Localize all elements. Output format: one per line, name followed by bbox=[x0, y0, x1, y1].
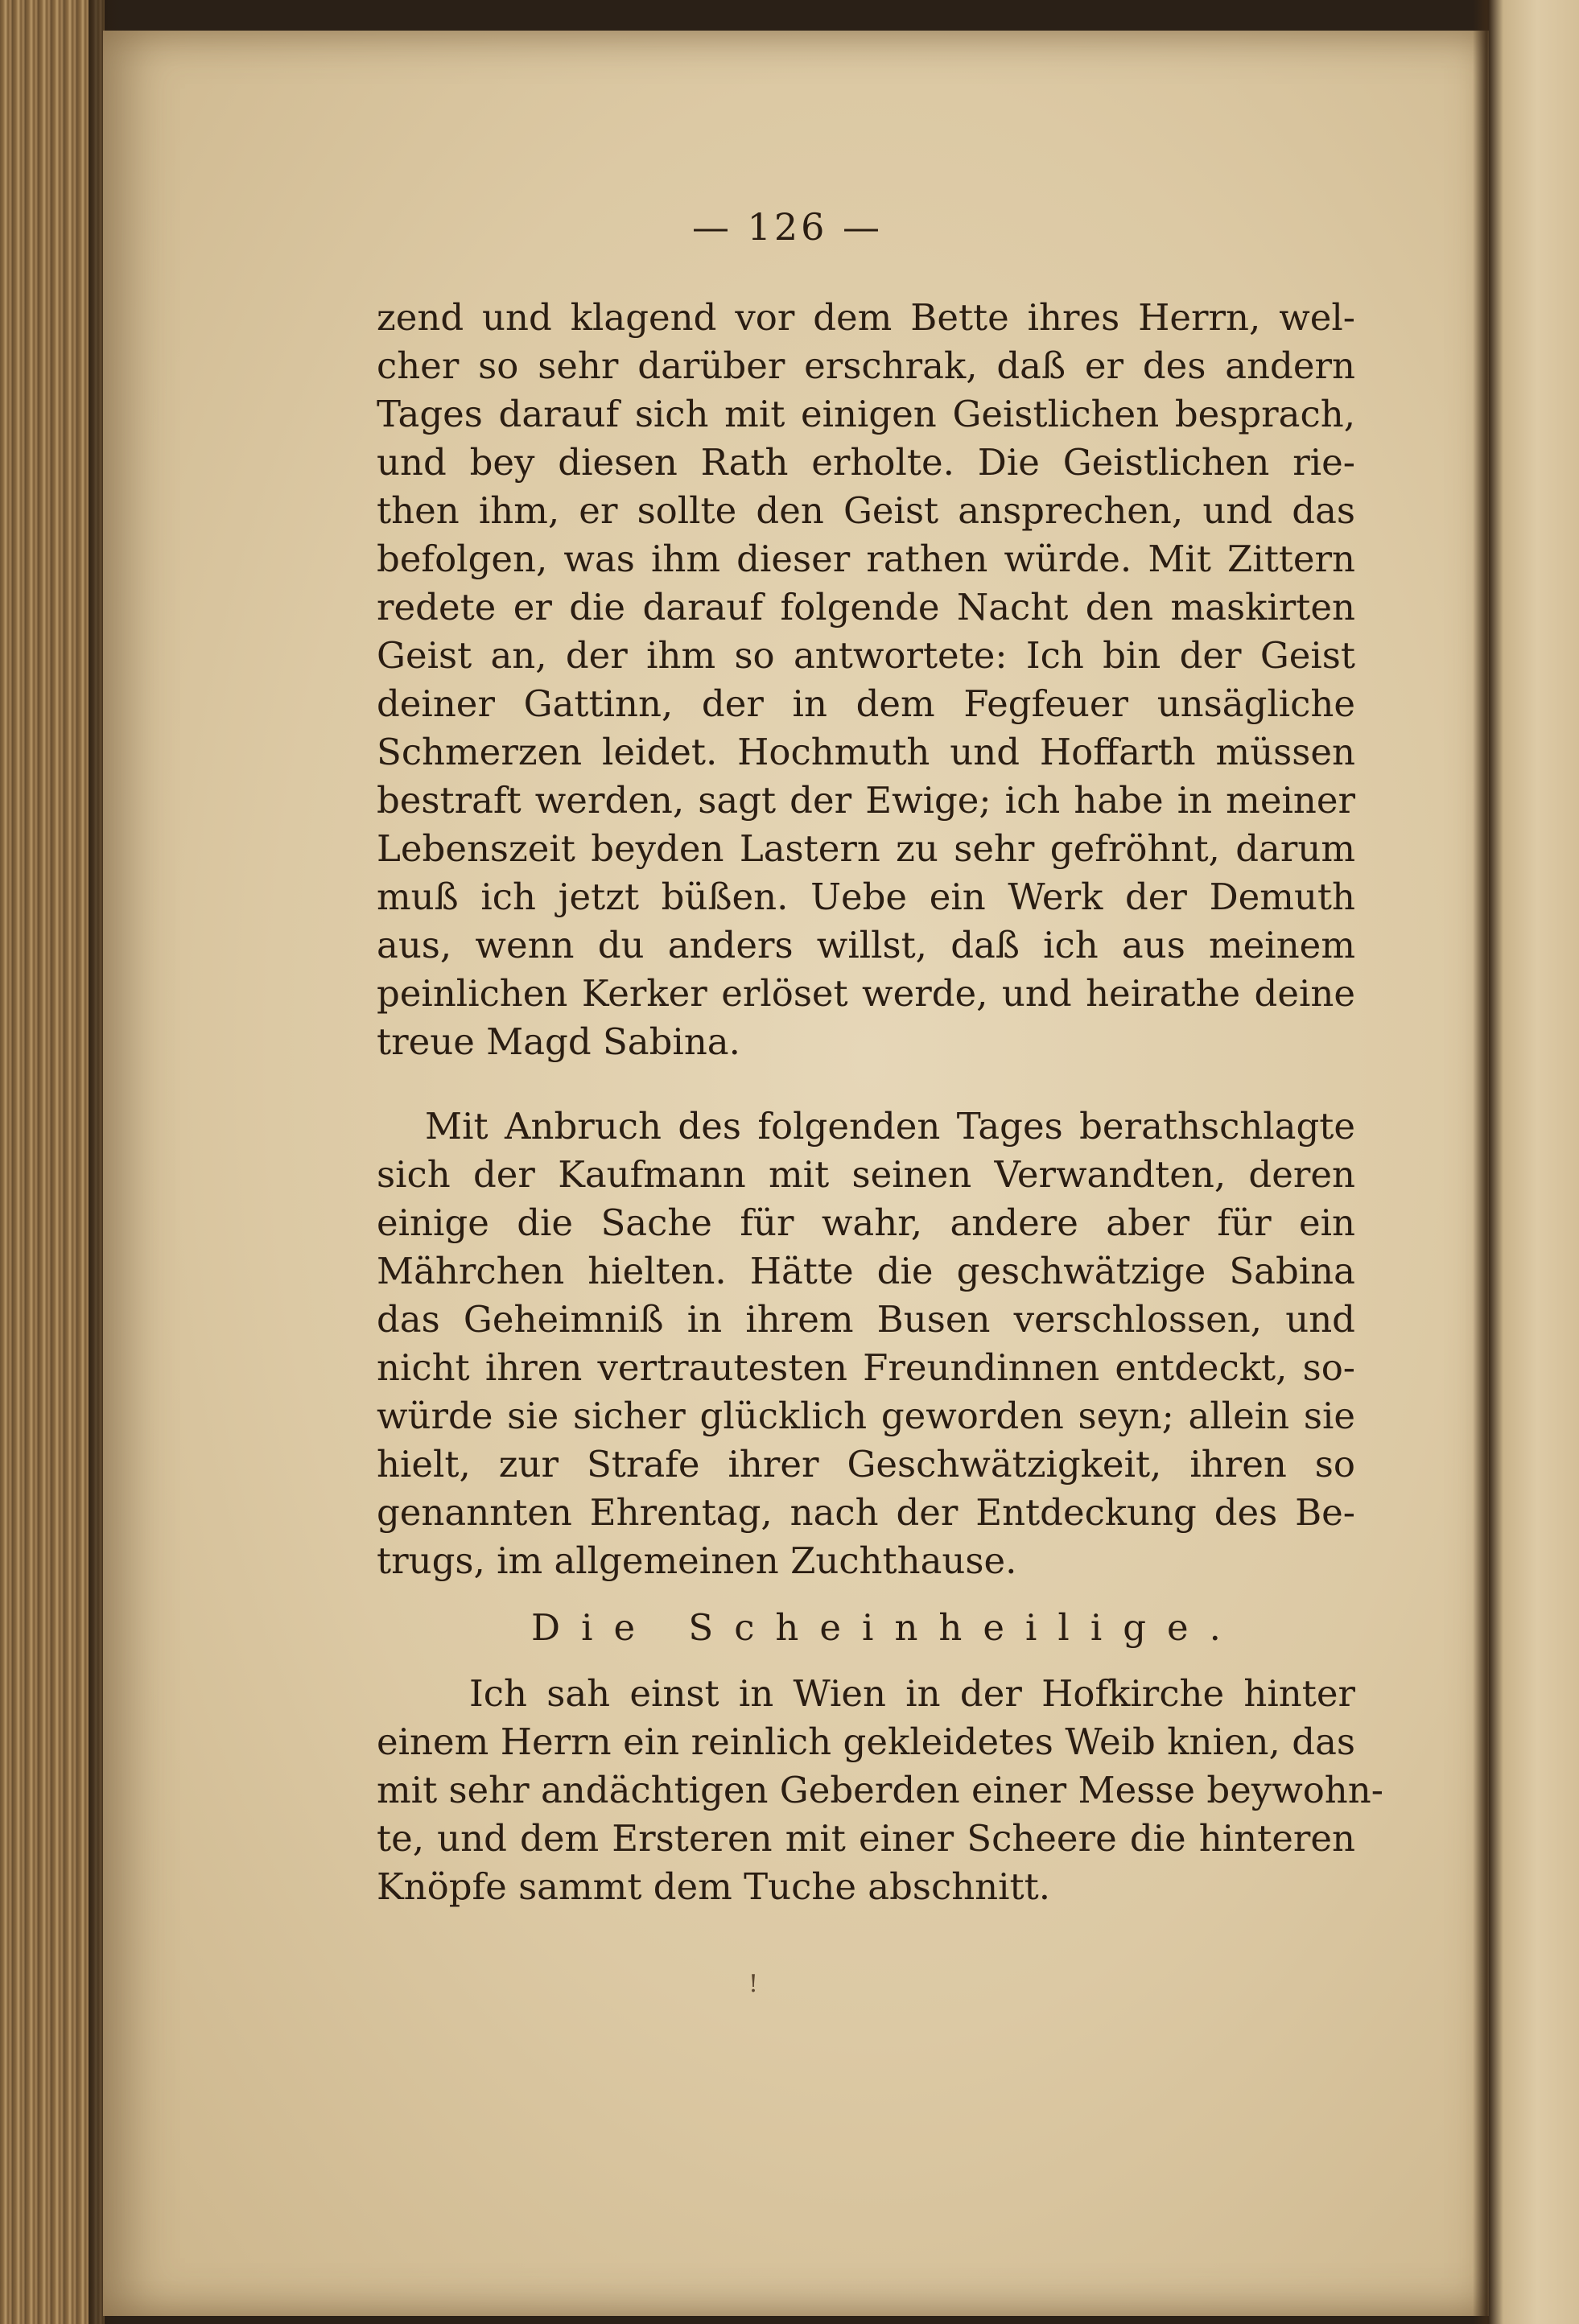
text-line: sich der Kaufmann mit seinen Verwandten, deren bbox=[377, 1153, 1355, 1196]
text-line: bestraft werden, sagt der Ewige; ich habe in meiner bbox=[377, 779, 1355, 822]
text-line: Geist an, der ihm so antwortete: Ich bin der Geist bbox=[377, 634, 1355, 677]
text-line: befolgen, was ihm dieser rathen würde. Mit Zittern bbox=[377, 538, 1355, 580]
text-line: Ich sah einst in Wien in der Hofkirche hinter bbox=[469, 1672, 1355, 1715]
page-number: — 126 — bbox=[692, 205, 884, 249]
text-line: treue Magd Sabina. bbox=[377, 1020, 740, 1063]
text-line: Tages darauf sich mit einigen Geistlichen besprach, bbox=[377, 393, 1355, 435]
text-line: genannten Ehrentag, nach der Entdeckung des Be- bbox=[377, 1491, 1355, 1534]
text-line: Schmerzen leidet. Hochmuth und Hoffarth müssen bbox=[377, 731, 1355, 773]
text-line: zend und klagend vor dem Bette ihres Herrn, wel- bbox=[377, 296, 1355, 339]
text-line: te, und dem Ersteren mit einer Scheere die hinteren bbox=[377, 1817, 1355, 1860]
text-line: mit sehr andächtigen Geberden einer Messe beywohn- bbox=[377, 1769, 1383, 1811]
text-line: Mährchen hielten. Hätte die geschwätzige Sabina bbox=[377, 1250, 1355, 1292]
text-line: cher so sehr darüber erschrak, daß er des andern bbox=[377, 344, 1355, 387]
text-line: würde sie sicher glücklich geworden seyn; allein sie bbox=[377, 1395, 1355, 1437]
text-line: und bey diesen Rath erholte. Die Geistlichen rie- bbox=[377, 441, 1355, 484]
text-line: Lebenszeit beyden Lastern zu sehr gefröhnt, darum bbox=[377, 827, 1355, 870]
text-line: then ihm, er sollte den Geist ansprechen, und das bbox=[377, 489, 1355, 532]
text-line: einige die Sache für wahr, andere aber für ein bbox=[377, 1201, 1355, 1244]
text-line: das Geheimniß in ihrem Busen verschlossen, und bbox=[377, 1298, 1355, 1341]
text-line: peinlichen Kerker erlöset werde, und heirathe deine bbox=[377, 972, 1355, 1015]
text-line: nicht ihren vertrautesten Freundinnen entdeckt, so- bbox=[377, 1346, 1355, 1389]
text-line: Mit Anbruch des folgenden Tages berathschlagte bbox=[425, 1105, 1355, 1148]
text-line: hielt, zur Strafe ihrer Geschwätzigkeit, ihren so bbox=[377, 1443, 1355, 1485]
text-line: redete er die darauf folgende Nacht den maskirten bbox=[377, 586, 1355, 628]
text-line: trugs, im allgemeinen Zuchthause. bbox=[377, 1539, 1017, 1582]
text-line: muß ich jetzt büßen. Uebe ein Werk der Demuth bbox=[377, 876, 1355, 918]
text-line: deiner Gattinn, der in dem Fegfeuer unsägliche bbox=[377, 682, 1355, 725]
footer-mark: ! bbox=[748, 1970, 759, 1998]
section-heading: Die Scheinheilige. bbox=[531, 1606, 1242, 1649]
text-line: Knöpfe sammt dem Tuche abschnitt. bbox=[377, 1865, 1051, 1908]
text-line: einem Herrn ein reinlich gekleidetes Weib knien, das bbox=[377, 1720, 1355, 1763]
text-line: aus, wenn du anders willst, daß ich aus meinem bbox=[377, 924, 1355, 966]
